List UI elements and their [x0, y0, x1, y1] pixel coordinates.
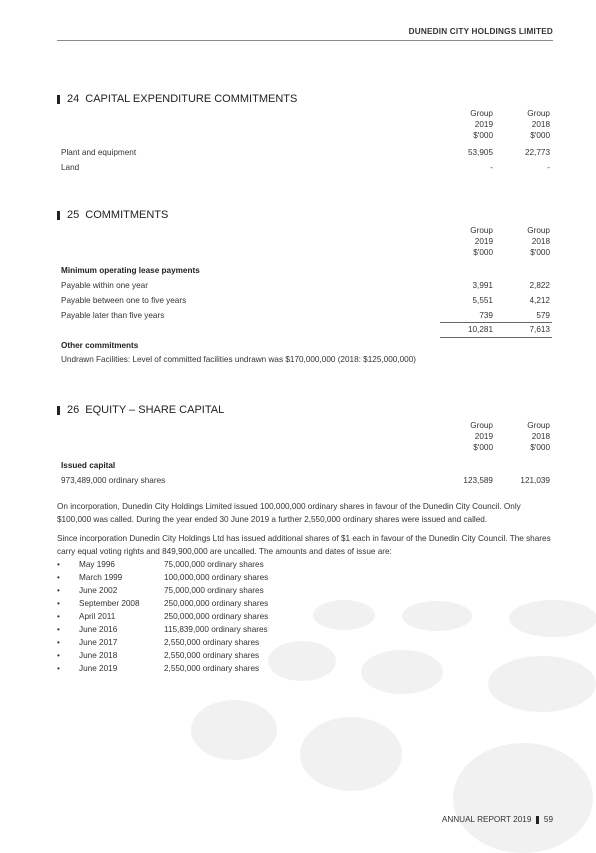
column-header-unit: $'000: [530, 248, 550, 257]
issue-date: September 2008: [79, 599, 140, 608]
bullet-icon: •: [57, 638, 60, 647]
row-label: 973,489,000 ordinary shares: [61, 476, 166, 485]
header-company-name: DUNEDIN CITY HOLDINGS LIMITED: [408, 27, 553, 36]
row-value-2019: 739: [479, 311, 493, 320]
decorative-blob: [509, 600, 596, 637]
subheading-lease-payments: Minimum operating lease payments: [61, 266, 200, 275]
issue-date: May 1996: [79, 560, 115, 569]
row-value-2018: 22,773: [524, 148, 550, 157]
decorative-blob: [402, 601, 472, 631]
section-title: CAPITAL EXPENDITURE COMMITMENTS: [85, 93, 298, 105]
issue-date: June 2002: [79, 586, 118, 595]
section-number: 26: [67, 404, 80, 416]
decorative-blob: [191, 700, 277, 760]
column-header-year: 2019: [474, 237, 493, 246]
row-value-2019: 3,991: [472, 281, 493, 290]
row-value-2019: -: [490, 163, 493, 172]
section-marker: [57, 211, 60, 220]
column-header-unit: $'000: [530, 443, 550, 452]
column-header-year: 2019: [474, 120, 493, 129]
footer-separator: [536, 816, 539, 824]
issue-date: June 2016: [79, 625, 118, 634]
decorative-blob: [268, 641, 336, 681]
bullet-icon: •: [57, 664, 60, 673]
section-number: 24: [67, 93, 80, 105]
section-25-heading: [57, 209, 168, 221]
bullet-icon: •: [57, 599, 60, 608]
issue-shares: 75,000,000 ordinary shares: [164, 586, 264, 595]
total-value-2018: 7,613: [529, 325, 550, 334]
issue-date: June 2017: [79, 638, 118, 647]
row-value-2019: 5,551: [472, 296, 493, 305]
section-marker: [57, 406, 60, 415]
issue-date: March 1999: [79, 573, 123, 582]
column-header-year: 2019: [474, 432, 493, 441]
bullet-icon: •: [57, 573, 60, 582]
row-label: Payable within one year: [61, 281, 148, 290]
row-value-2019: 123,589: [463, 476, 493, 485]
column-header-2018: [510, 225, 550, 258]
issue-shares: 2,550,000 ordinary shares: [164, 638, 260, 647]
decorative-blob: [488, 656, 596, 712]
total-rule-bottom: [440, 337, 552, 338]
issue-shares: 75,000,000 ordinary shares: [164, 560, 264, 569]
issue-shares: 2,550,000 ordinary shares: [164, 664, 260, 673]
column-header-year: 2018: [531, 432, 550, 441]
column-header-group: Group: [470, 226, 493, 235]
bullet-icon: •: [57, 560, 60, 569]
column-header-year: 2018: [531, 237, 550, 246]
row-value-2018: 2,822: [529, 281, 550, 290]
total-rule-top: [440, 322, 552, 323]
row-value-2018: 579: [536, 311, 550, 320]
additional-shares-paragraph: Since incorporation Dunedin City Holdings Ltd has issued additional shares of $1 each in favour of the Dunedin City Council. The shares carry equal voting rights and 849,900,000 are uncalled. The amounts and dates of issue are:: [57, 534, 551, 556]
footer-report-name: ANNUAL REPORT 2019: [441, 815, 532, 824]
section-number: 25: [67, 209, 80, 221]
section-26-heading: [57, 404, 224, 416]
row-value-2019: 53,905: [467, 148, 493, 157]
row-label: Land: [61, 163, 80, 172]
column-header-2019: [453, 225, 493, 258]
bullet-icon: •: [57, 612, 60, 621]
row-value-2018: -: [547, 163, 550, 172]
column-header-group: Group: [527, 226, 550, 235]
column-header-group: Group: [470, 109, 493, 118]
bullet-icon: •: [57, 651, 60, 660]
section-marker: [57, 95, 60, 104]
row-label: Payable between one to five years: [61, 296, 187, 305]
column-header-year: 2018: [531, 120, 550, 129]
decorative-blob: [313, 600, 375, 630]
column-header-2018: [510, 108, 550, 141]
issue-shares: 115,839,000 ordinary shares: [164, 625, 268, 634]
decorative-blob: [361, 650, 443, 694]
incorporation-paragraph: On incorporation, Dunedin City Holdings Limited issued 100,000,000 ordinary shares in favour of the Dunedin City Council. Only $100,000 was called. During the year ended 30 June 2019 a further 2,550,000 ordinary shares were issued and called.: [57, 502, 521, 524]
total-value-2019: 10,281: [467, 325, 493, 334]
issue-date: June 2018: [79, 651, 118, 660]
column-header-unit: $'000: [473, 443, 493, 452]
undrawn-facilities-text: Undrawn Facilities: Level of committed facilities undrawn was $170,000,000 (2018: $125,000,000): [61, 355, 416, 364]
section-title: COMMITMENTS: [85, 209, 169, 221]
issue-shares: 250,000,000 ordinary shares: [164, 612, 269, 621]
footer: [442, 815, 553, 824]
subheading-other-commitments: Other commitments: [61, 341, 139, 350]
row-label: Payable later than five years: [61, 311, 165, 320]
column-header-2019: [453, 108, 493, 141]
section-title: EQUITY – SHARE CAPITAL: [85, 404, 225, 416]
header-rule: [57, 40, 553, 41]
row-value-2018: 121,039: [520, 476, 550, 485]
column-header-2018: [510, 420, 550, 453]
bullet-icon: •: [57, 586, 60, 595]
decorative-blob: [453, 743, 593, 853]
bullet-icon: •: [57, 625, 60, 634]
issue-date: June 2019: [79, 664, 118, 673]
issue-shares: 100,000,000 ordinary shares: [164, 573, 269, 582]
subheading-issued-capital: Issued capital: [61, 461, 116, 470]
row-label: Plant and equipment: [61, 148, 137, 157]
issue-date: April 2011: [79, 612, 116, 621]
column-header-unit: $'000: [530, 131, 550, 140]
issue-shares: 250,000,000 ordinary shares: [164, 599, 269, 608]
issue-shares: 2,550,000 ordinary shares: [164, 651, 260, 660]
decorative-blob: [300, 717, 402, 791]
column-header-unit: $'000: [473, 131, 493, 140]
section-24-heading: [57, 93, 297, 105]
column-header-group: Group: [527, 109, 550, 118]
row-value-2018: 4,212: [529, 296, 550, 305]
column-header-2019: [453, 420, 493, 453]
column-header-unit: $'000: [473, 248, 493, 257]
column-header-group: Group: [527, 421, 550, 430]
page-number: 59: [543, 815, 553, 824]
column-header-group: Group: [470, 421, 493, 430]
